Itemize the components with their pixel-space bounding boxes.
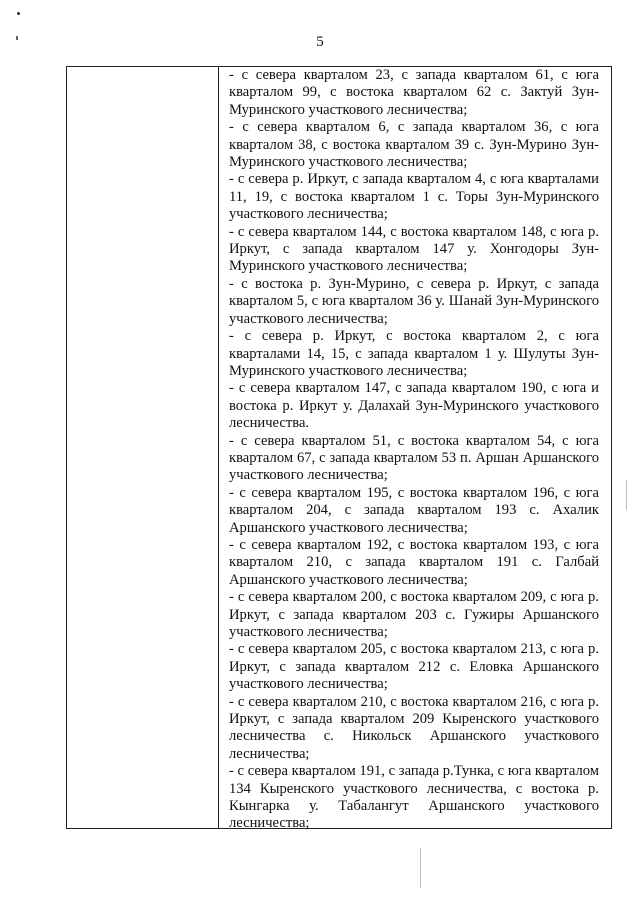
- boundary-entry: - с севера кварталом 191, с запада р.Тунка, с юга кварталом 134 Кыренского участкового лесничества, с востока р. Кынгарка у. Табалангут Аршанского участкового лесничества;: [229, 763, 599, 832]
- boundary-entry: - с севера кварталом 195, с востока кварталом 196, с юга кварталом 204, с запада кварталом 193 с. Ахалик Аршанского участкового лесничества;: [229, 484, 599, 536]
- document-table: [66, 66, 612, 832]
- margin-mark: [17, 12, 20, 15]
- boundary-entry: - с севера кварталом 6, с запада кварталом 36, с юга кварталом 38, с востока кварталом 39 с. Зун-Мурино Зун-Муринского участкового лесничества;: [229, 119, 599, 171]
- boundary-entry: - с севера кварталом 205, с востока кварталом 213, с юга р. Иркут, с запада кварталом 212 с. Еловка Аршанского участкового лесничества;: [229, 641, 599, 693]
- boundary-entry: - с севера кварталом 23, с запада кварталом 61, с юга кварталом 99, с востока кварталом 62 с. Зактуй Зун-Муринского участкового лесничества;: [229, 67, 599, 118]
- boundary-entry: - с севера кварталом 51, с востока кварталом 54, с юга кварталом 67, с запада кварталом 53 п. Аршан Аршанского участкового лесничества;: [229, 432, 599, 484]
- table-right-column: [219, 67, 611, 832]
- boundary-entry: - с севера кварталом 147, с запада кварталом 190, с юга и востока р. Иркут у. Далахай Зун-Муринского участкового лесничества.: [229, 380, 599, 432]
- scan-artifact: [626, 480, 627, 510]
- boundary-entry: - с севера р. Иркут, с востока кварталом 2, с юга кварталами 14, 15, с запада кварталом 1 у. Шулуты Зун-Муринского участкового лесничества;: [229, 328, 599, 379]
- page-number: 5: [316, 34, 324, 50]
- boundary-entry: - с севера кварталом 200, с востока кварталом 209, с юга р. Иркут, с запада кварталом 203 с. Гужиры Аршанского участкового лесничества;: [229, 589, 599, 640]
- scan-artifact: [420, 848, 421, 888]
- boundary-list: [229, 67, 599, 833]
- boundary-entry: - с севера кварталом 144, с востока кварталом 148, с юга р. Иркут, с запада кварталом 147 у. Хонгодоры Зун-Муринского участкового лесничества;: [229, 223, 599, 275]
- boundary-entry: - с севера кварталом 210, с востока кварталом 216, с юга р. Иркут, с запада кварталом 209 Кыренского участкового лесничества с. Никольск Аршанского участкового лесничества;: [229, 693, 599, 762]
- table-left-column: [67, 67, 219, 828]
- boundary-entry: - с севера кварталом 192, с востока кварталом 193, с юга кварталом 210, с запада кварталом 191 с. Галбай Аршанского участкового лесничества;: [229, 536, 599, 588]
- boundary-entry: - с востока р. Зун-Мурино, с севера р. Иркут, с запада кварталом 5, с юга кварталом 36 у. Шанай Зун-Муринского участкового лесничества;: [229, 275, 599, 327]
- boundary-entry: - с севера р. Иркут, с запада кварталом 4, с юга кварталами 11, 19, с востока кварталом 1 с. Торы Зун-Муринского участкового лесничества;: [229, 171, 599, 223]
